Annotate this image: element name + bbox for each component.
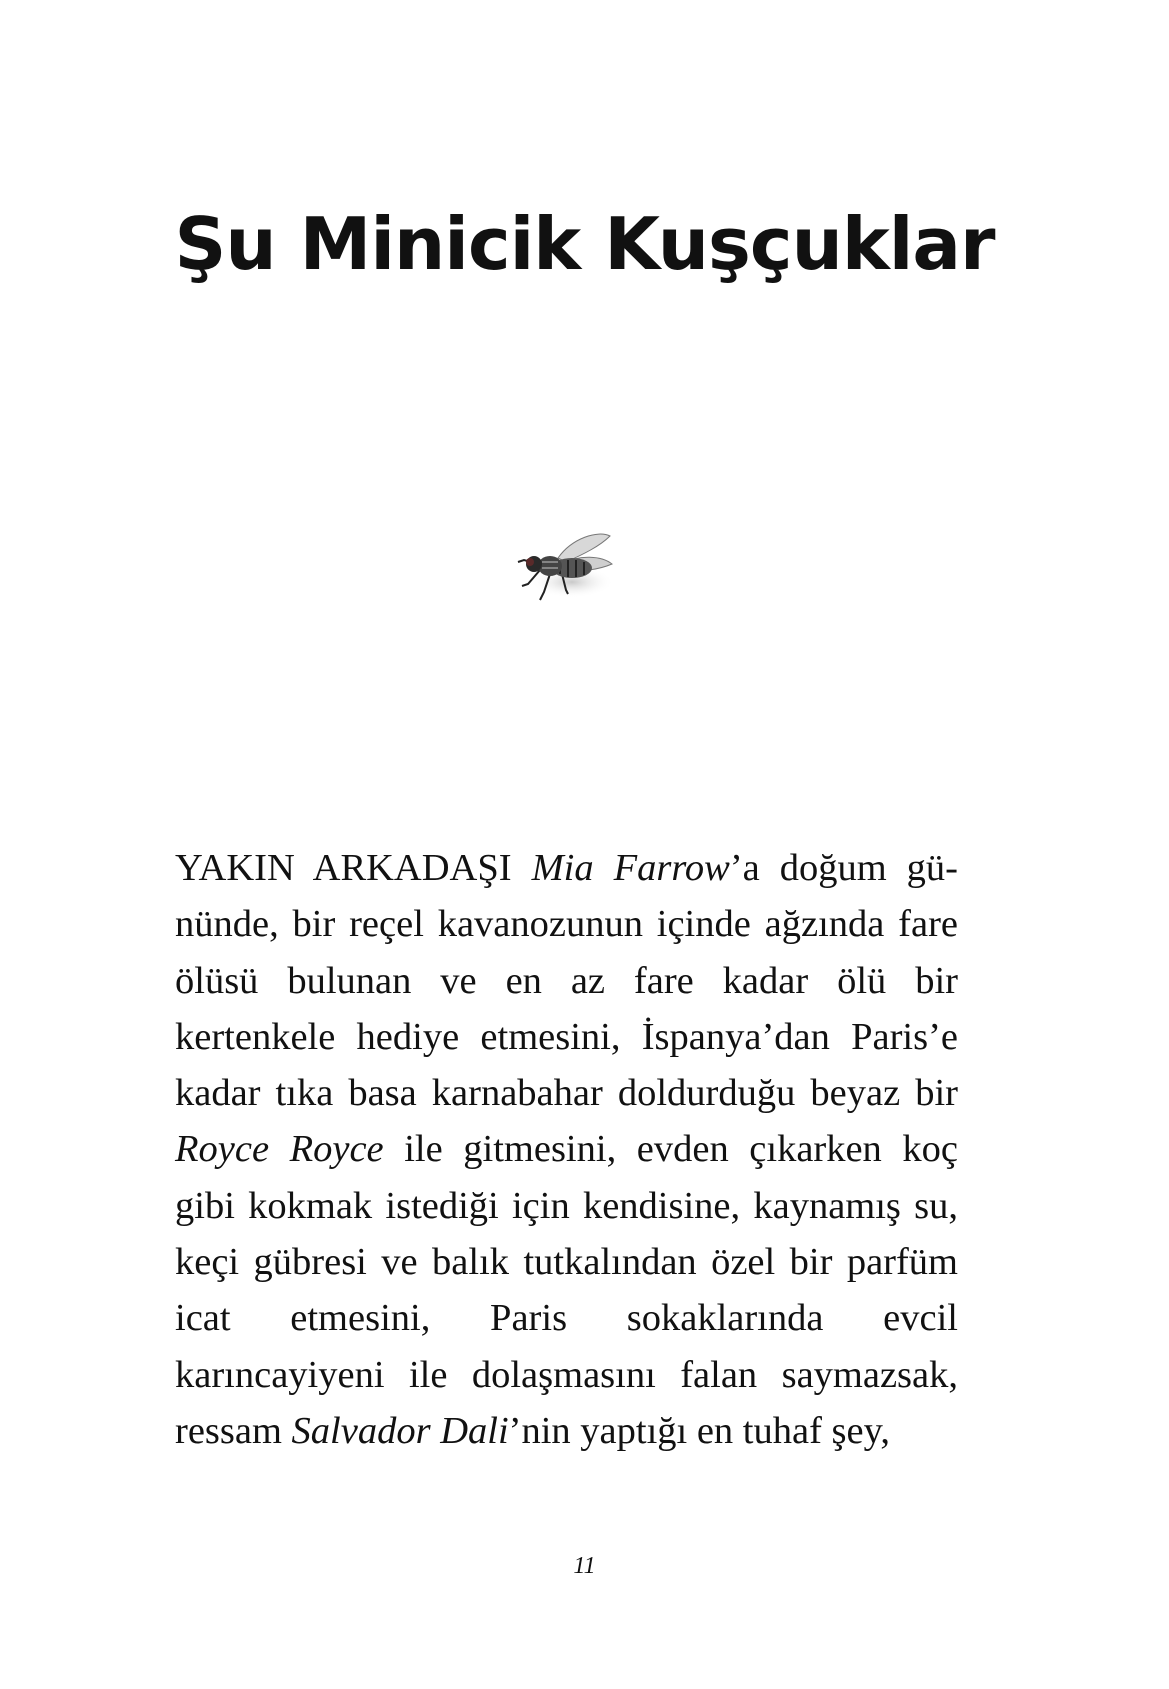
italic-name: Salvador Dali — [291, 1409, 509, 1452]
text-run: ’nin yaptığı en tuhaf şey, — [508, 1409, 890, 1452]
text-run: ’a doğum gününde, bir reçel kavanozunun içinde ağzında fare ölüsü bulunan ve en az fare kadar ölü bir kertenkele hediye etmesini, İspanya’dan Paris’e kadar tıka basa karnabahar doldurduğu beyaz bir — [175, 847, 958, 1115]
fly-icon — [510, 520, 620, 610]
text-run: YAKIN ARKADAŞI — [175, 847, 532, 889]
italic-name: Royce Royce — [175, 1128, 384, 1171]
italic-name: Mia Farrow — [531, 847, 730, 889]
body-paragraph — [175, 840, 958, 1459]
chapter-title: Şu Minicik Kuşçuklar — [174, 202, 995, 286]
text-run: ile gitmesini, evden çıkarken koç gibi kokmak istediği için kendisine, kaynamış su, keçi gübresi ve balık tutkalından özel bir parfüm icat etmesini, Paris sokaklarında evcil karıncayiyeni ile dolaşmasını falan saymazsak, ressam — [175, 1128, 958, 1452]
page-number: 11 — [573, 1553, 596, 1579]
